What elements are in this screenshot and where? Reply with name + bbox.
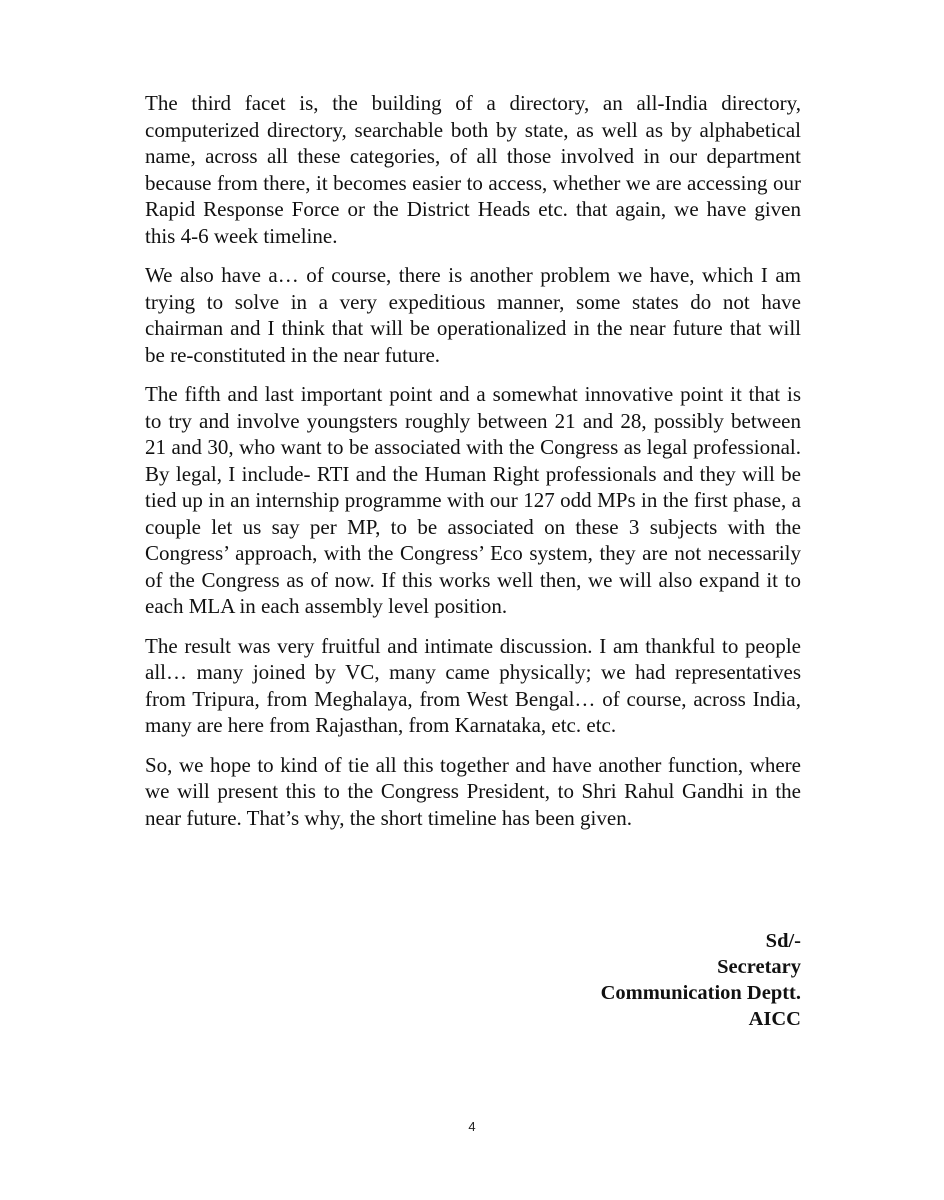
paragraph-directory: The third facet is, the building of a directory, an all-India directory, computerized directory, searchable both by state, as well as by alphabetical name, across all these categories, of all those involved in our department because from there, it becomes easier to access, whether we are accessing our Rapid Response Force or the District Heads etc. that again, we have given this 4-6 week timeline. [145,91,801,248]
page-number: 4 [468,1119,476,1134]
signature-title: Secretary [717,956,801,978]
paragraph-result: The result was very fruitful and intimate discussion. I am thankful to people all… many joined by VC, many came physically; we had representatives from Tripura, from Meghalaya, from West Bengal… of course, across India, many are here from Rajasthan, from Karnataka, etc. etc. [145,633,801,737]
paragraph-conclusion: So, we hope to kind of tie all this together and have another function, where we will present this to the Congress President, to Shri Rahul Gandhi in the near future. That’s why, the short timeline has been given. [145,752,801,830]
paragraph-youngsters: The fifth and last important point and a somewhat innovative point it that is to try and involve youngsters roughly between 21 and 28, possibly between 21 and 30, who want to be associated with the Congress as legal professional. By legal, I include- RTI and the Human Right professionals and they will be tied up in an internship programme with our 127 odd MPs in the first phase, a couple let us say per MP, to be associated on these 3 subjects with the Congress’ approach, with the Congress’ Eco system, they are not necessarily of the Congress as of now. If this works well then, we will also expand it to each MLA in each assembly level position. [145,382,801,618]
signature-department: Communication Deptt. [600,982,801,1004]
paragraph-chairman: We also have a… of course, there is another problem we have, which I am trying to solve in a very expeditious manner, some states do not have chairman and I think that will be operationalized in the near future that will be re-constituted in the near future. [145,263,801,367]
signature-block [601,928,801,1032]
signature-sd: Sd/- [765,930,801,952]
document-body [145,90,801,844]
signature-organization: AICC [748,1008,801,1030]
